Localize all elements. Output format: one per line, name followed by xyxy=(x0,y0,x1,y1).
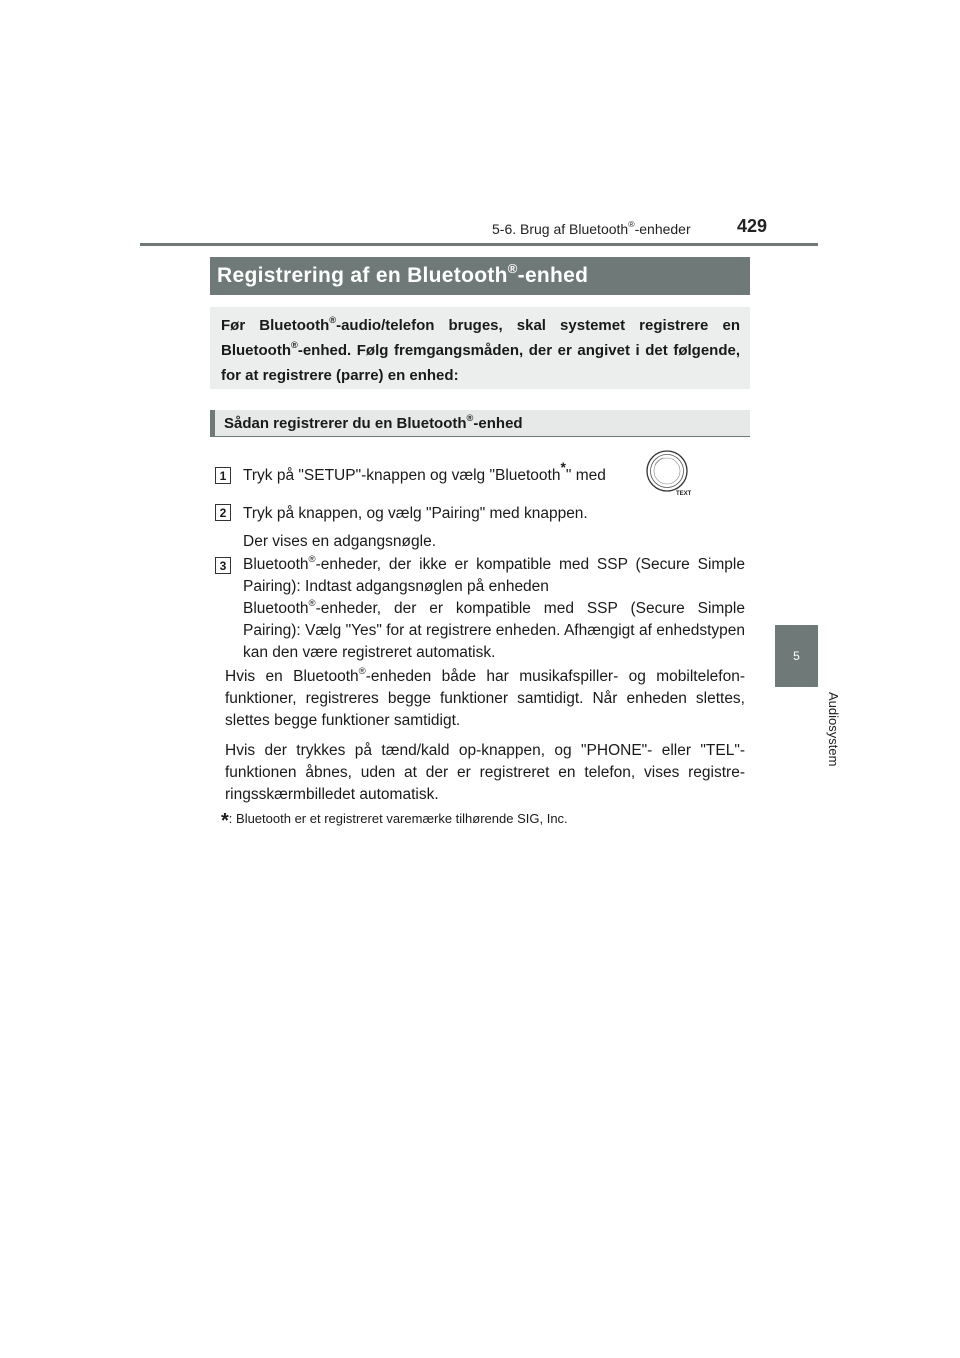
footnote: *: Bluetooth er et registreret varemærke tilhørende SIG, Inc. xyxy=(221,810,568,832)
step-number: 2 xyxy=(215,504,231,521)
step-number: 1 xyxy=(215,467,231,484)
header-rule xyxy=(140,243,818,246)
chapter-label: Audiosystem xyxy=(826,692,841,767)
page-number: 429 xyxy=(737,216,768,236)
step-text: Bluetooth®-enheder, der ikke er kompatible med SSP (Secure Simple Pairing): Indtast adgangsnøglen på enheden Bluetooth®-enheder, der er kompatible med SSP (Secure Simple Pairing): Vælg "Yes" for at registrere enheden. Afhængigt af enhedstypen kan den være registreret automatisk. xyxy=(243,553,745,661)
step-text: Tryk på knappen, og vælg "Pairing" med knappen. xyxy=(243,505,588,522)
note-paragraph: Hvis en Bluetooth®-enheden både har musikafspiller- og mobiltelefon-funktioner, registreres begge funktioner samtidigt. Når enheden slettes, slettes begge funktioner samtidigt. xyxy=(225,665,745,729)
tune-knob-icon xyxy=(645,449,693,497)
chapter-tab: 5 xyxy=(775,625,818,687)
step-subtext: Der vises en adgangsnøgle. xyxy=(243,533,437,550)
step-number: 3 xyxy=(215,557,231,574)
step-text: Tryk på "SETUP"-knappen og vælg "Bluetooth*" med xyxy=(243,459,606,484)
section-heading: 5-6. Brug af Bluetooth®-enheder xyxy=(492,219,691,237)
subsection-heading: Sådan registrerer du en Bluetooth®-enhed xyxy=(210,410,750,437)
intro-box: Før Bluetooth®-audio/telefon bruges, skal systemet registrere en Bluetooth®-enhed. Følg fremgangsmåden, der er angivet i det følgende, for at registrere (parre) en enhed: xyxy=(210,307,750,389)
knob-label: TEXT xyxy=(676,491,692,497)
page-title: Registrering af en Bluetooth®-enhed xyxy=(210,257,750,295)
note-paragraph: Hvis der trykkes på tænd/kald op-knappen, og "PHONE"- eller "TEL"-funktionen åbnes, uden at der er registreret en telefon, vises registre-ringsskærmbilledet automatisk. xyxy=(225,742,745,803)
